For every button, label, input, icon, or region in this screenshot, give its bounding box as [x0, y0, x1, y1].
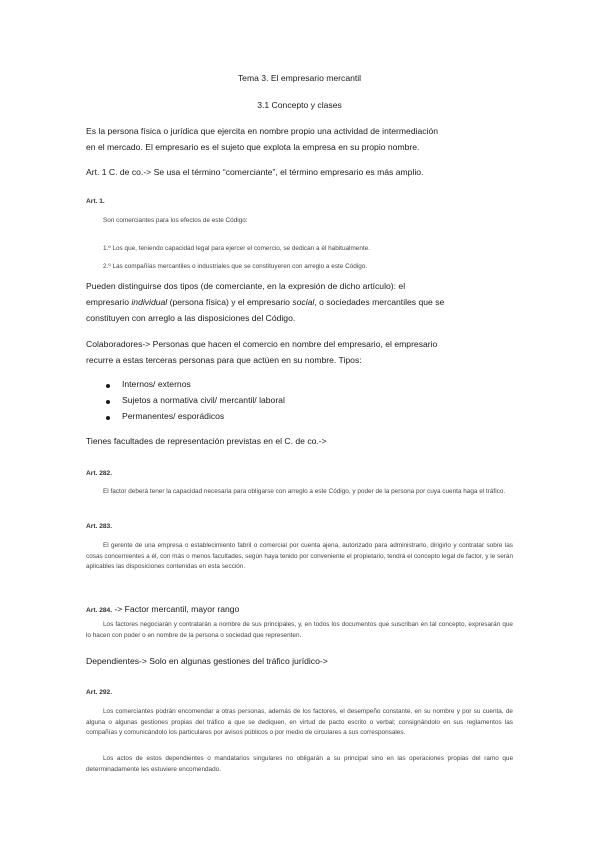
- types-text-c: (persona física) y el empresario: [167, 297, 293, 307]
- bullet-icon: [106, 384, 110, 388]
- bullet-item-3: Permanentes/ esporádicos: [122, 411, 225, 421]
- art282-text: El factor deberá tener la capacidad necesaria para obligarse con arreglo a este Código, y poder de la persona por cuya cuenta haga el tráfico.: [103, 488, 506, 495]
- art292-paragraph-1: Los comerciantes podrán encomendar a otras personas, además de los factores, el desempeño constante, en su nombre y por su cuenta, de alguna o algunas gestiones propias del tráfico a que se dediquen, en virtud de pacto escrito o verbal; consignándolo en sus reglamentos las compañías y comunicándolo los particulares por avisos públicos o por medio de circulares a sus corresponsales.: [86, 708, 513, 736]
- bullet-icon: [106, 400, 110, 404]
- art1-heading: Art. 1.: [86, 198, 105, 205]
- facultades-line: Tienes facultades de representación previstas en el C. de co.->: [86, 436, 327, 446]
- dependientes-line: Dependientes-> Solo en algunas gestiones del tráfico jurídico->: [86, 656, 328, 666]
- art1-reference: Art. 1 C. de co.-> Se usa el término “comerciante”, el término empresario es más amplio.: [86, 167, 424, 177]
- colab-line-1: Colaboradores-> Personas que hacen el comercio en nombre del empresario, el empresario: [86, 339, 438, 349]
- types-text-a: empresario: [86, 297, 132, 307]
- art1-item-2: 2.º Las compañías mercantiles o industriales que se constituyeren con arreglo a este Código.: [103, 263, 368, 270]
- types-social: social: [292, 297, 315, 307]
- art284-heading-line: [86, 599, 239, 617]
- art283-text: El gerente de una empresa o establecimiento fabril o comercial por cuenta ajena, autorizado para administrarlo, dirigirlo y contratar sobre las cosas concernientes a él, con más o menos facultades, según haya tenido por conveniente el propietario, tendrá el concepto legal de factor, y le serán aplicables las disposiciones contenidas en esta sección.: [86, 542, 513, 570]
- bullet-item-2: Sujetos a normativa civil/ mercantil/ laboral: [122, 395, 285, 405]
- art283-heading: Art. 283.: [86, 523, 113, 530]
- art292-paragraph-2: Los actos de estos dependientes o mandatarios singulares no obligarán a su principal sino en las operaciones propias del ramo que determinadamente les estuviere encomendado.: [86, 755, 513, 773]
- types-text-e: , o sociedades mercantiles que se: [314, 297, 445, 307]
- document-title: Tema 3. El empresario mercantil: [237, 73, 362, 83]
- intro-line-1: Es la persona física o jurídica que ejercita en nombre propio una actividad de intermediación: [86, 126, 439, 136]
- art1-lead: Son comerciantes para los efectos de este Código:: [103, 217, 248, 224]
- art282-heading: Art. 282.: [86, 470, 113, 477]
- art284-heading: Art. 284.: [86, 607, 113, 614]
- art284-note: -> Factor mercantil, mayor rango: [112, 604, 240, 614]
- types-line-3: constituyen con arreglo a las disposiciones del Código.: [86, 313, 296, 323]
- bullet-icon: [106, 416, 110, 420]
- types-line-1: Pueden distinguirse dos tipos (de comerciante, en la expresión de dicho artículo): el: [86, 281, 406, 291]
- types-line-2: [86, 297, 444, 307]
- art284-text: Los factores negociarán y contratarán a nombre de sus principales, y, en todos los documentos que suscriban en tal concepto, expresarán que lo hacen con poder o en nombre de la persona o sociedad que representen.: [86, 621, 513, 639]
- section-heading: 3.1 Concepto y clases: [257, 100, 342, 110]
- colab-line-2: recurre a estas terceras personas para que actúen en su nombre. Tipos:: [86, 355, 362, 365]
- art1-item-1: 1.º Los que, teniendo capacidad legal para ejercer el comercio, se dedican a él habitualmente.: [103, 245, 371, 252]
- intro-line-2: en el mercado. El empresario es el sujeto que explota la empresa en su propio nombre.: [86, 142, 420, 152]
- art292-heading: Art. 292.: [86, 689, 113, 696]
- bullet-item-1: Internos/ externos: [122, 379, 191, 389]
- types-individual: individual: [131, 297, 168, 307]
